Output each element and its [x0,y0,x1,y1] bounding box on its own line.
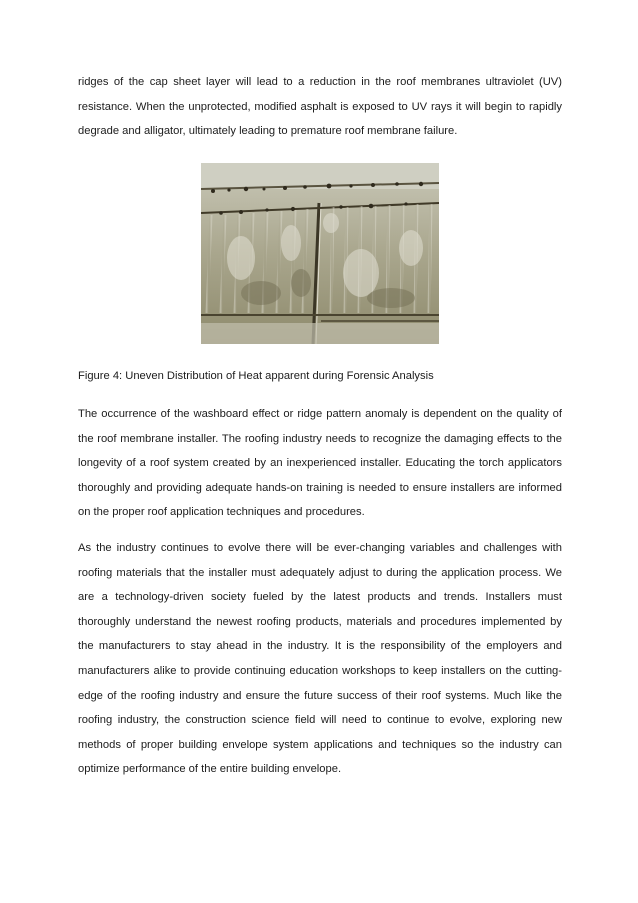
paragraph-3 [78,536,562,782]
paragraph-1 [78,70,562,144]
paragraph-2-text: The occurrence of the washboard effect or ridge pattern anomaly is dependent on the quality of the roof membrane installer. The roofing industry needs to recognize the damaging effects to the longevity of a roof system created by an inexperienced installer. Educating the torch applicators thoroughly and providing adequate hands-on training is needed to ensure installers are informed on the proper roof application techniques and procedures. [78,408,562,519]
paragraph-2 [78,402,562,525]
figure-caption: Figure 4: Uneven Distribution of Heat apparent during Forensic Analysis [78,370,434,382]
paragraph-3-text: As the industry continues to evolve there will be ever-changing variables and challenges with roofing materials that the installer must adequately adjust to during the application process. We are a technology-driven society fueled by the latest products and trends. Installers must thoroughly understand the newest roofing products, materials and procedures implemented by the manufacturers to stay ahead in the industry. It is the responsibility of the employers and manufacturers alike to provide continuing education workshops to keep installers on the cutting-edge of the roofing industry and ensure the future success of their roof systems. Much like the roofing industry, the construction science field will need to continue to evolve, exploring new methods of proper building envelope system applications and techniques so the industry can optimize performance of the entire building envelope. [78,542,562,776]
roof-membrane-photo [201,163,439,344]
paragraph-1-text: ridges of the cap sheet layer will lead to a reduction in the roof membranes ultraviolet (UV) resistance. When the unprotected, modified asphalt is exposed to UV rays it will begin to rapidly degrade and alligator, ultimately leading to premature roof membrane failure. [78,76,562,138]
